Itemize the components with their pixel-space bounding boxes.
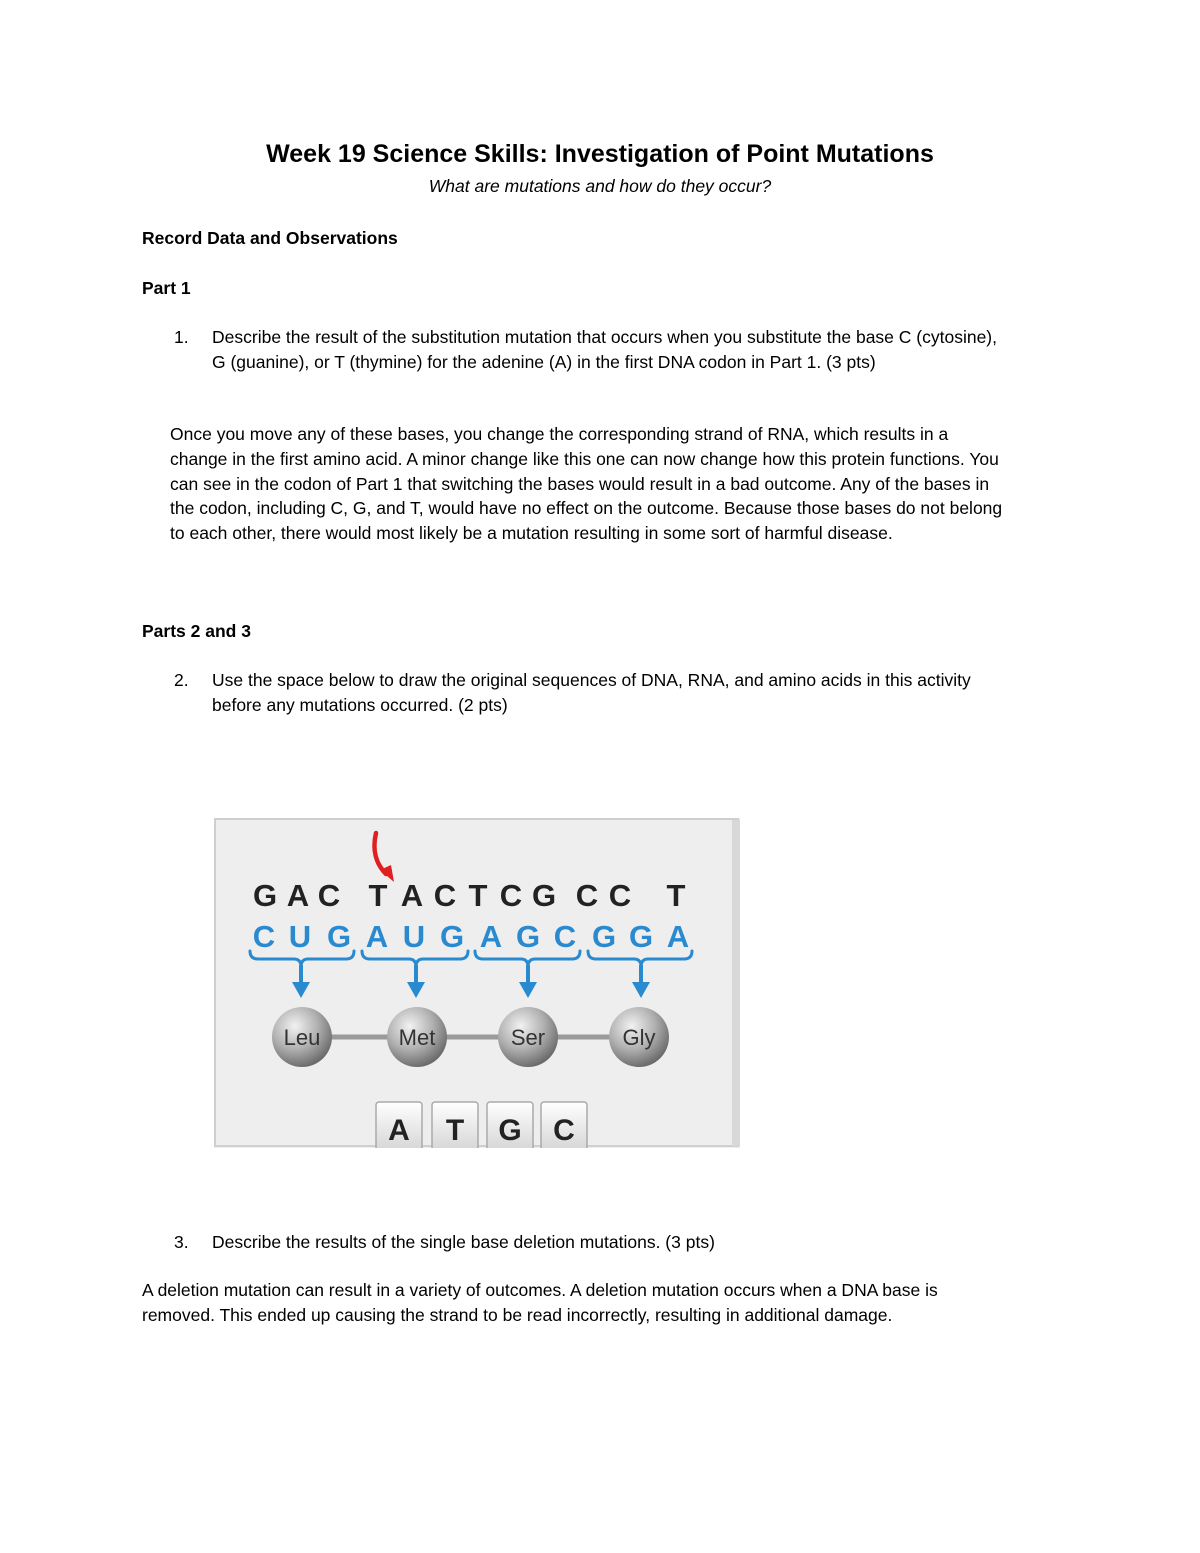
- dna-base: T: [666, 878, 686, 913]
- svg-text:C: C: [553, 1114, 575, 1147]
- rna-base: G: [591, 919, 617, 954]
- rna-base: A: [666, 919, 690, 954]
- answer-line: the codon, including C, G, and T, would have no effect on the outcome. Because those bases do not belong: [170, 498, 1003, 519]
- dna-base: T: [368, 878, 388, 913]
- parts23-heading: Parts 2 and 3: [142, 621, 251, 641]
- rna-base: A: [479, 919, 503, 954]
- svg-text:T: T: [445, 1114, 465, 1147]
- svg-text:A: A: [388, 1114, 410, 1147]
- answer-line: removed. This ended up causing the strand to be read incorrectly, resulting in additional damage.: [142, 1304, 893, 1325]
- question-number: 3.: [174, 1232, 189, 1252]
- section-heading: Record Data and Observations: [142, 228, 398, 248]
- dna-base: A: [286, 878, 310, 913]
- rna-base: A: [365, 919, 389, 954]
- question-line: Describe the result of the substitution mutation that occurs when you substitute the base C (cytosine),: [212, 327, 997, 347]
- question-line: Describe the results of the single base deletion mutations. (3 pts): [212, 1232, 715, 1252]
- rna-base: G: [439, 919, 465, 954]
- part1-heading: Part 1: [142, 278, 191, 298]
- rna-base: C: [252, 919, 276, 954]
- dna-base: G: [531, 878, 557, 913]
- rna-base: U: [288, 919, 312, 954]
- question-line: Use the space below to draw the original sequences of DNA, RNA, and amino acids in this activity: [212, 670, 971, 690]
- answer-1: [170, 422, 1002, 546]
- dna-base: G: [252, 878, 278, 913]
- dna-base: T: [468, 878, 488, 913]
- svg-text:Ser: Ser: [510, 1025, 546, 1050]
- amino-acid-bead: [609, 1007, 669, 1067]
- rna-base: C: [553, 919, 577, 954]
- svg-text:Gly: Gly: [622, 1025, 656, 1050]
- dna-rna-figure: [214, 818, 740, 1148]
- question-number: 1.: [174, 327, 189, 347]
- question-3: [174, 1230, 1074, 1255]
- svg-text:Leu: Leu: [283, 1025, 321, 1050]
- answer-line: A deletion mutation can result in a variety of outcomes. A deletion mutation occurs when a DNA base is: [142, 1280, 938, 1300]
- answer-line: change in the first amino acid. A minor change like this one can now change how this protein functions. You: [170, 448, 999, 469]
- dna-base: C: [575, 878, 599, 913]
- question-number: 2.: [174, 670, 189, 690]
- answer-line: can see in the codon of Part 1 that switching the bases would result in a bad outcome. Any of the bases in: [170, 473, 990, 494]
- base-key-t[interactable]: [432, 1102, 478, 1148]
- page-subtitle: What are mutations and how do they occur?: [428, 176, 772, 196]
- svg-text:Met: Met: [398, 1025, 436, 1050]
- page-title: Week 19 Science Skills: Investigation of Point Mutations: [266, 140, 934, 168]
- rna-base: G: [515, 919, 541, 954]
- question-2: [174, 668, 1074, 717]
- dna-base: C: [317, 878, 341, 913]
- answer-line: to each other, there would most likely be a mutation resulting in some sort of harmful disease.: [170, 523, 893, 544]
- base-key-g[interactable]: [487, 1102, 533, 1148]
- dna-strand: [253, 878, 686, 913]
- dna-base: A: [400, 878, 424, 913]
- svg-text:G: G: [498, 1114, 522, 1147]
- answer-line: Once you move any of these bases, you change the corresponding strand of RNA, which results in a: [170, 424, 949, 444]
- amino-acid-bead: [387, 1007, 447, 1067]
- question-line: G (guanine), or T (thymine) for the adenine (A) in the first DNA codon in Part 1. (3 pts): [212, 351, 876, 372]
- dna-base: C: [433, 878, 457, 913]
- dna-base: C: [499, 878, 523, 913]
- question-1: [174, 325, 1074, 374]
- rna-base: G: [326, 919, 352, 954]
- answer-3: [142, 1278, 938, 1328]
- amino-acid-bead: [498, 1007, 558, 1067]
- base-key-c[interactable]: [541, 1102, 587, 1148]
- amino-acid-bead: [272, 1007, 332, 1067]
- rna-base: G: [628, 919, 654, 954]
- question-line: before any mutations occurred. (2 pts): [212, 694, 508, 715]
- base-key-a[interactable]: [376, 1102, 422, 1148]
- dna-base: C: [608, 878, 632, 913]
- rna-base: U: [402, 919, 426, 954]
